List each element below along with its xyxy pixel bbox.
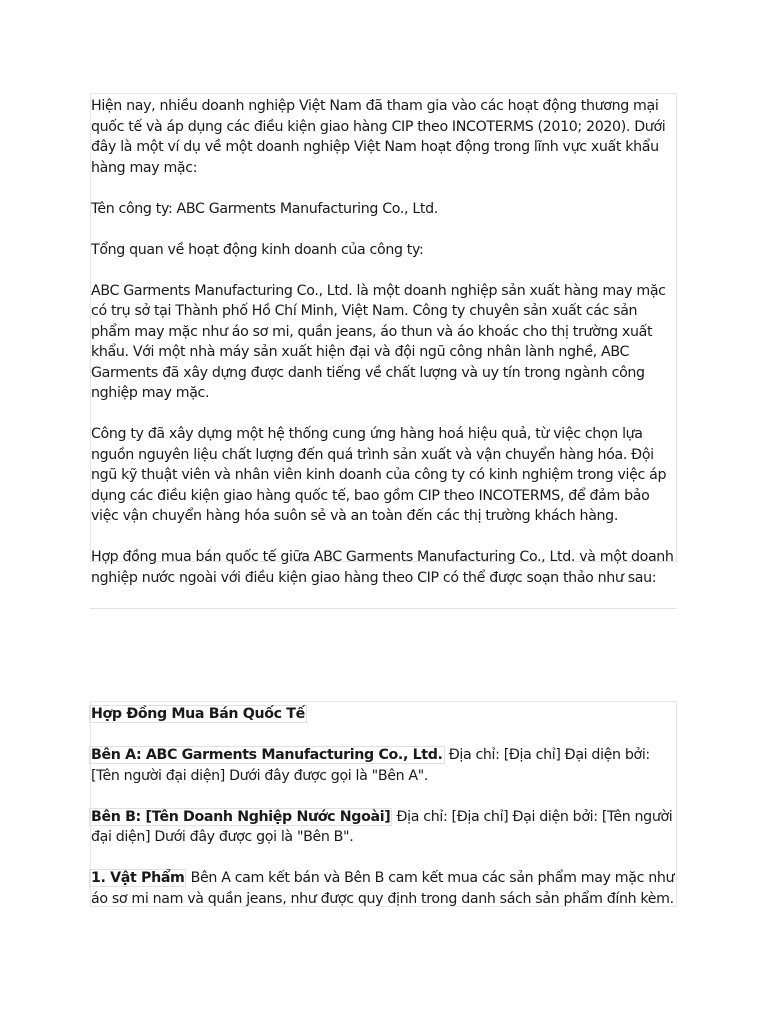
party-a-label: Bên A: ABC Garments Manufacturing Co., Ltd. <box>91 747 443 763</box>
intro-text-block <box>90 93 677 586</box>
contract-title-line <box>91 704 676 725</box>
party-b-details: Địa chỉ: [Địa chỉ] Đại diện bởi: [Tên người đại diện] Dưới đây được gọi là "Bên B". <box>91 808 673 845</box>
party-b-paragraph <box>91 807 676 848</box>
item-1-details: Bên A cam kết bán và Bên B cam kết mua các sản phẩm may mặc như áo sơ mi nam và quần jeans, như được quy định trong danh sách sản phẩm đính kèm. <box>91 870 675 907</box>
contract-title: Hợp Đồng Mua Bán Quốc Tế <box>91 706 305 722</box>
party-a-paragraph <box>91 745 676 786</box>
overview-heading: Tổng quan về hoạt động kinh doanh của công ty: <box>91 241 424 258</box>
intro-paragraph: Hiện nay, nhiều doanh nghiệp Việt Nam đã tham gia vào các hoạt động thương mại quốc tế và áp dụng các điều kiện giao hàng CIP theo INCOTERMS (2010; 2020). Dưới đây là một ví dụ về một doanh nghiệp Việt Nam hoạt động trong lĩnh vực xuất khẩu hàng may mặc: <box>91 98 666 176</box>
party-a-details: Địa chỉ: [Địa chỉ] Đại diện bởi: [Tên người đại diện] Dưới đây được gọi là "Bên A". <box>91 747 650 784</box>
item-1-paragraph <box>91 868 676 909</box>
contract-text-block <box>90 701 677 907</box>
party-b-label: Bên B: [Tên Doanh Nghiệp Nước Ngoài] <box>91 808 391 825</box>
section-divider <box>90 608 677 609</box>
item-1-label: 1. Vật Phẩm <box>91 870 185 886</box>
contract-intro-paragraph: Hợp đồng mua bán quốc tế giữa ABC Garments Manufacturing Co., Ltd. và một doanh nghiệp nước ngoài với điều kiện giao hàng theo CIP có thể được soạn thảo như sau: <box>91 549 674 586</box>
supply-chain-paragraph: Công ty đã xây dựng một hệ thống cung ứng hàng hoá hiệu quả, từ việc chọn lựa nguồn nguyên liệu chất lượng đến quá trình sản xuất và vận chuyển hàng hóa. Đội ngũ kỹ thuật viên và nhân viên kinh doanh của công ty có kinh nghiệm trong việc áp dụng các điều kiện giao hàng quốc tế, bao gồm CIP theo INCOTERMS, để đảm bảo việc vận chuyển hàng hóa suôn sẻ và an toàn đến các thị trường khách hàng. <box>91 426 667 524</box>
company-name-line: Tên công ty: ABC Garments Manufacturing Co., Ltd. <box>91 200 438 217</box>
company-description-paragraph: ABC Garments Manufacturing Co., Ltd. là một doanh nghiệp sản xuất hàng may mặc có trụ sở tại Thành phố Hồ Chí Minh, Việt Nam. Công ty chuyên sản xuất các sản phẩm may mặc như áo sơ mi, quần jeans, áo thun và áo khoác cho thị trường xuất khẩu. Với một nhà máy sản xuất hiện đại và đội ngũ công nhân lành nghề, ABC Garments đã xây dựng được danh tiếng về chất lượng và uy tín trong ngành công nghiệp may mặc. <box>91 282 666 401</box>
